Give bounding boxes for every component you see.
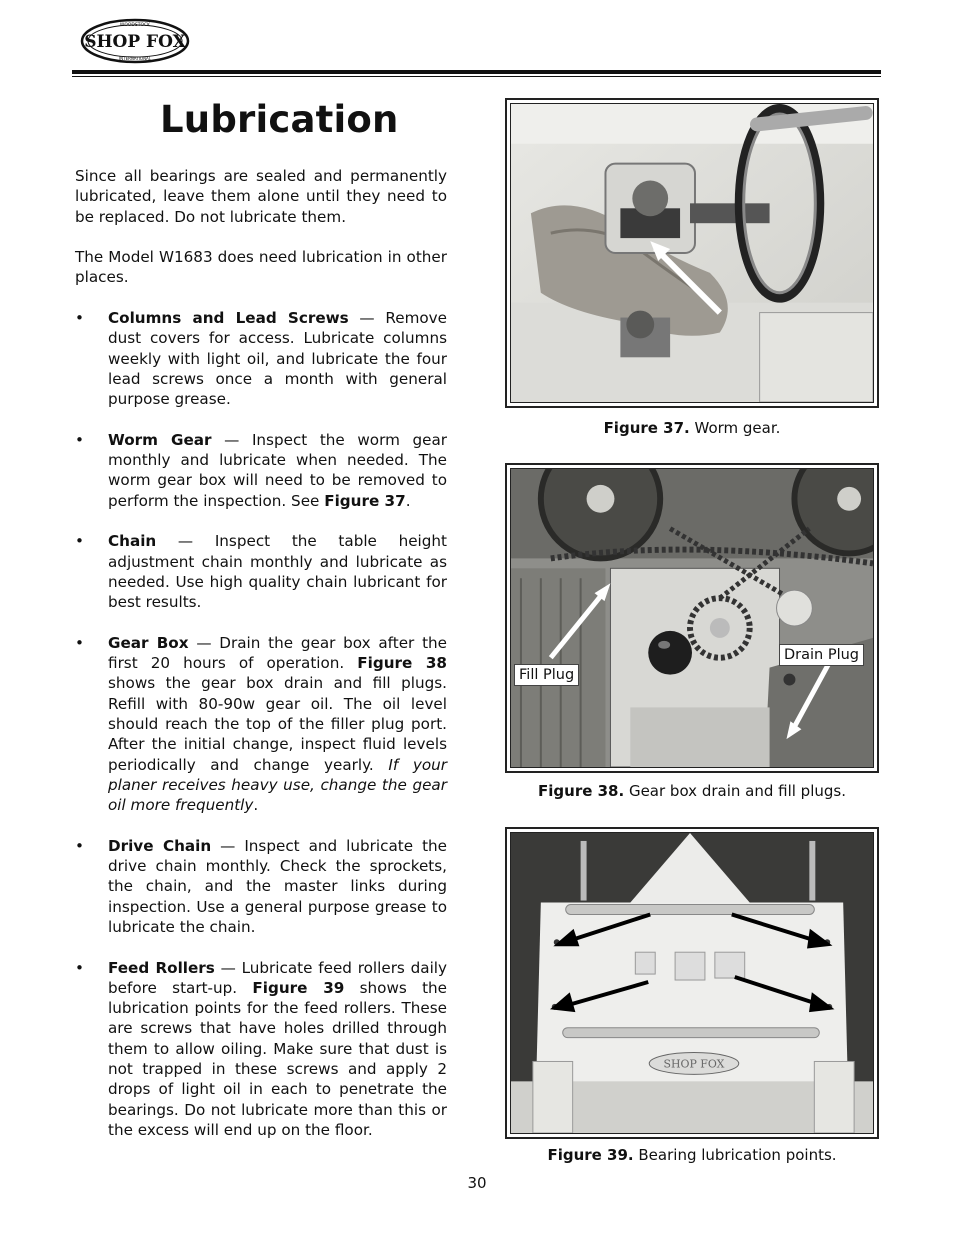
shop-fox-logo (80, 18, 190, 64)
figure-label: Figure 38. (538, 782, 625, 800)
bullet-icon: • (75, 633, 84, 652)
svg-text:SHOP FOX: SHOP FOX (84, 32, 186, 52)
figure-reference: Figure 38 (357, 654, 447, 673)
list-item (75, 836, 447, 937)
figure-caption-text: Gear box drain and fill plugs. (624, 782, 846, 800)
item-dash: — (211, 430, 252, 449)
figure-reference: Figure 37 (324, 491, 406, 510)
figure-38-gear-box-photo (505, 463, 879, 773)
intro-paragraph: The Model W1683 does need lubrication in other places. (75, 248, 447, 287)
item-text: Lubricate feed rollers daily before start-up. (108, 958, 447, 997)
figure-label: Figure 39. (547, 1146, 634, 1164)
intro-paragraph: Since all bearings are sealed and permanently lubricated, leave them alone until they need to be replaced. Do not lubricate them. (75, 167, 447, 226)
list-item (75, 958, 447, 1141)
item-text: shows the gear box drain and fill plugs. Refill with 80-90w gear oil. The oil level should reach the top of the filler plug port. After the initial change, inspect fluid levels periodically and change yearly. (108, 674, 447, 774)
item-dash: — (214, 958, 242, 977)
figure-37-worm-gear-photo (505, 98, 879, 408)
item-text: . (253, 796, 259, 815)
figure-38-caption (505, 782, 879, 800)
item-heading: Gear Box (108, 633, 189, 652)
item-dash: — (348, 309, 386, 328)
page-number: 30 (467, 1174, 487, 1192)
fill-plug-callout: Fill Plug (514, 664, 579, 686)
list-item (75, 308, 447, 409)
item-text: Remove dust covers for access. Lubricate columns weekly with light oil, and lubricate the four lead screws once a month with general purpose grease. (108, 309, 447, 409)
header-rule-thin (72, 76, 881, 77)
item-heading: Worm Gear (108, 430, 212, 449)
list-item (75, 531, 447, 612)
svg-text:INTERNATIONAL: INTERNATIONAL (118, 56, 152, 61)
list-item (75, 430, 447, 511)
item-heading: Columns and Lead Screws (108, 309, 349, 328)
figure-label: Figure 37. (603, 419, 690, 437)
item-text: shows the lubrication points for the feed rollers. These are screws that have holes drilled through them to allow oiling. Make sure that dust is not trapped in these screws and apply 2 drops of light oil in each to penetrate the bearings. Do not lubricate more than this or the excess will end up on the floor. (108, 978, 448, 1139)
item-text: . (405, 491, 411, 510)
list-item (75, 633, 447, 816)
item-heading: Feed Rollers (108, 958, 215, 977)
figure-caption-text: Bearing lubrication points. (633, 1146, 837, 1164)
drain-plug-callout: Drain Plug (779, 644, 864, 666)
item-note: If your planer receives heavy use, change the gear oil more frequently (108, 755, 447, 815)
figure-37-caption (505, 419, 879, 437)
item-heading: Drive Chain (108, 836, 212, 855)
item-dash: — (156, 532, 215, 551)
page-title: Lubrication (160, 98, 399, 141)
header-rule (72, 70, 881, 74)
body-text (75, 166, 447, 1161)
bullet-icon: • (75, 532, 84, 551)
figure-reference: Figure 39 (252, 978, 345, 997)
figure-39-bearing-lubrication-photo (505, 827, 879, 1139)
machine-logo: SHOP FOX (663, 1057, 725, 1071)
item-text: Drain the gear box after the first 20 hours of operation. (108, 633, 447, 673)
bullet-icon: • (75, 836, 84, 855)
item-dash: — (188, 633, 220, 652)
bullet-icon: • (75, 430, 84, 449)
bullet-icon: • (75, 958, 84, 977)
item-text: Inspect the table height adjustment chain monthly and lubricate as needed. Use high quality chain lubricant for best results. (108, 532, 447, 612)
item-text: Inspect and lubricate the drive chain monthly. Check the sprockets, the chain, and the master links during inspection. Use a general purpose grease to lubricate the chain. (108, 836, 447, 936)
item-dash: — (211, 836, 245, 855)
item-text: Inspect the worm gear monthly and lubricate when needed. The worm gear box will need to be removed to perform the inspection. See (108, 430, 447, 510)
item-heading: Chain (108, 532, 157, 551)
svg-text:WOODSTOCK: WOODSTOCK (119, 23, 151, 28)
figure-39-caption (505, 1146, 879, 1164)
bullet-icon: • (75, 309, 84, 328)
figure-caption-text: Worm gear. (689, 419, 781, 437)
